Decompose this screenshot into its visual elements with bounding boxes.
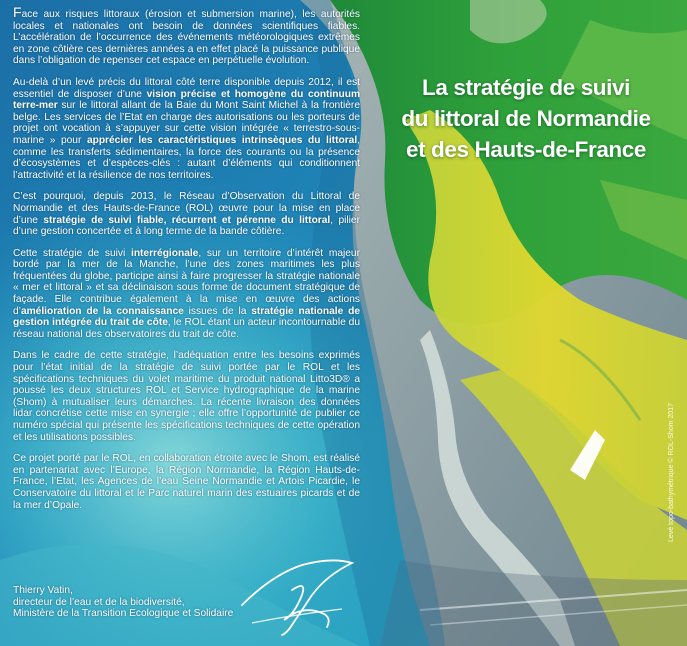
text-run: Dans le cadre de cette stratégie, l’adéquation entre les besoins exprimés pour l’état initial de la stratégie de suivi portée par le ROL et les spécifications techniques du volet maritime du produit national Litto3D® a poussé les deux structures ROL et Service hydrographique de la marine (Shom) à mutualiser leurs démarches. La récente livraison des données lidar concrétise cette mise en synergie ; elle offre l’opportunité de publier ce numéro spécial qui présente les spécifications techniques de cette opération et les utilisations possibles.	[13, 350, 360, 443]
text-run: , le ROL étant un acteur incontournable du réseau national des observatoires du trait de côte.	[13, 317, 360, 340]
signatory-role: directeur de l’eau et de la biodiversité,	[13, 596, 185, 608]
text-run: ace aux risques littoraux (érosion et submersion marine), les autorités locales et nationales ont besoin de données scientifiques fiables. L’accélération de l’occurrence des événements météorologiques extrêmes en zone côtière ces dernières années a en effet placé la puissance publique dans l’obligation de repenser cet espace en perpétuelle évolution.	[13, 9, 360, 67]
bold-text: vision précise et homogène du continuum terre-mer	[13, 88, 361, 112]
bold-text: apprécier les caractéristiques intrinsèques du littoral	[86, 134, 358, 146]
text-run: Ce projet porté par le ROL, en collaboration étroite avec le Shom, est réalisé en partenariat avec l’Europe, la Région Normandie, la Région Hauts-de-France, l’Etat, les Agences de l’eau Seine Normandie et Artois Picardie, le Conservatoire du littoral et le Parc naturel marin des estuaires picards et de la mer d’Opale.	[13, 453, 360, 511]
credit-text: Levé topo-bathymétrique © ROL-Shom 2017	[668, 402, 675, 542]
body-paragraph	[13, 4, 360, 67]
body-paragraph	[13, 350, 360, 443]
text-run: , sur un territoire d’intérêt majeur bordé par la mer de la Manche, l’une des zones maritimes les plus fréquentées du globe, participe ainsi à faire progresser la stratégie nationale « mer et littoral » et sa déclinaison sous forme de document stratégique de façade. Elle contribue également à la mise en œuvre des actions d’	[13, 247, 360, 317]
body-paragraph	[13, 77, 360, 181]
text-run: , pilier d’une gestion concertée et à long terme de la bande côtière.	[13, 214, 360, 238]
title-line-2: du littoral de Normandie	[401, 106, 651, 131]
body-paragraph	[13, 191, 360, 237]
bold-text: amélioration de la connaissance	[20, 305, 184, 317]
title-line-1: La stratégie de suivi	[422, 75, 630, 100]
handwritten-signature	[232, 535, 362, 640]
text-run: sur le littoral allant de la Baie du Mont Saint Michel à la frontière belge. Les services de l’Etat en charge des autorisations ou les porteurs de projet ont vocation à s’appuyer sur cette vision intégrée « terrestro-sous-marine » pour	[13, 100, 360, 146]
signatory-ministry: Ministère de la Transition Ecologique et Solidaire	[13, 608, 234, 620]
text-run: , comme les transferts sédimentaires, la force des courants ou la présence d’écosystèmes et d’espèces-clés : autant d’éléments qui conditionnent l’attractivité et la résilience de nos territoires.	[13, 134, 360, 181]
body-paragraph	[13, 453, 360, 511]
bold-text: interrégionale	[130, 247, 199, 259]
text-run: issues de la	[183, 305, 252, 317]
text-run: Au-delà d’un levé précis du littoral côté terre disponible depuis 2012, il est essentiel de disposer d’une	[13, 76, 360, 100]
body-paragraph	[13, 248, 360, 341]
page-title	[376, 72, 676, 165]
editorial-text-column	[13, 4, 361, 521]
text-run: C’est pourquoi, depuis 2013, le Réseau d’Observation du Littoral de Normandie et des Hauts-de-France (ROL) œuvre pour la mise en place d’une	[13, 191, 360, 226]
bold-text: stratégie de suivi fiable, récurrent et pérenne du littoral	[43, 214, 331, 226]
title-line-3: et des Hauts-de-France	[405, 137, 647, 162]
signatory-name: Thierry Vatin,	[13, 585, 73, 596]
bold-text: stratégie nationale de gestion intégrée du trait de côte	[13, 305, 360, 329]
text-run: F	[13, 4, 22, 20]
text-run: Cette stratégie de suivi	[13, 247, 131, 259]
